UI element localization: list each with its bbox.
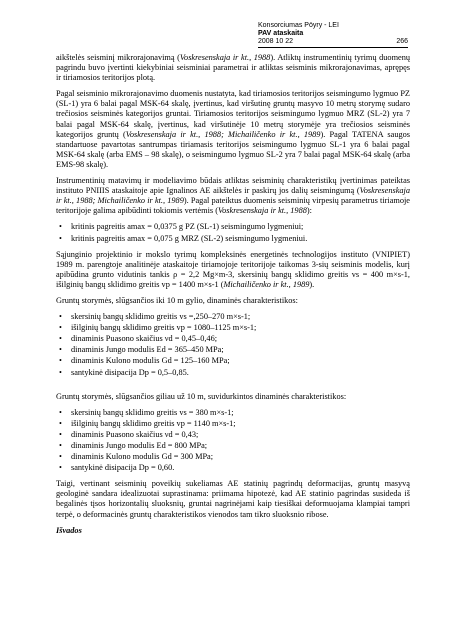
paragraph-4 [56,250,410,290]
header-document-title: PAV ataskaita [258,30,304,37]
bullet-icon: • [59,233,62,243]
paragraph-2 [56,89,410,170]
bullet-icon: • [59,367,62,377]
shallow-soil-list [56,312,410,378]
list-item-text: kritinis pagreitis amax = 0,0375 g PZ (SL-1) seismingumo lygmeniui; [71,222,304,232]
list-item [56,356,410,366]
citation: Voskresenskaja ir kt., 1988; Michailičenko ir kt., 1989 [56,186,410,206]
paragraph-text: Instrumentinių matavimų ir modeliavimo būdais atliktas seisminių charakteristikų įvertinimas pateiktas instituto PNIIIS ataskaitoje apie Ignalinos AE aikštelės ir paskirų jos dalių seismingumą ( [56,176,410,196]
bullet-icon: • [59,407,62,417]
header-date: 2008 10 22 [258,38,294,45]
list-item-text: dinaminis Jungo modulis Ed = 800 MPa; [71,441,208,450]
list-item-text: dinaminis Kulono modulis Gd = 300 MPa; [71,452,214,462]
list-item [56,345,410,355]
list-item-text: dinaminis Kulono modulis Gd = 125–160 MPa; [71,356,230,366]
document-body [56,53,410,542]
list-item-text: dinaminis Puasono skaičius νd = 0,45–0,46; [71,334,218,344]
paragraph-text: ). [309,279,315,289]
list-item-text: išilginių bangų sklidimo greitis vp = 1080–1125 m×s-1; [71,323,257,333]
citation: Michailičenko ir kt., 1989 [223,279,310,289]
section-heading-conclusions: Išvados [56,525,82,535]
bullet-icon: • [59,222,62,232]
list-item-text: išilginių bangų sklidimo greitis vp = 1140 m×s-1; [71,418,236,428]
paragraph-text: aikštelės seisminį mikrorajonavimą ( [56,53,180,62]
list-item [56,463,410,473]
bullet-icon: • [59,334,62,344]
citation: Voskresenskaja ir kt., 1988 [179,53,271,62]
paragraph-7: Taigi, vertinant seisminių poveikių sukeliamas AE statinių pagrindų deformacijas, gruntų masyvą geologinė sandara idealizuotai suprastinama: priimama hipotezė, kad AE statinio pagrindas susideda iš begalinės tįsos horizontalių sluoksnių, gruntai nagrinėjami kaip tiesiškai deformuojama klampiai tampri terpė, o deformacinės gruntų charakteristikos vienodos tam tikro sluoksnio ribose. [56,479,410,519]
bullet-icon: • [59,418,62,428]
header-page-number: 266 [396,38,408,45]
paragraph-text: ). Pagal pateiktus duomenis seisminių virpesių parametrus tiriamoje teritorijoje galima apibūdinti tokiomis vertėmis ( [56,196,410,216]
list-item-text: skersinių bangų sklidimo greitis vs =,250–270 m×s-1; [71,312,251,322]
citation: Voskresenskaja ir kt., 1988; Michailičenko ir kt., 1989 [125,129,321,139]
list-item [56,222,410,232]
header-date-row [258,38,408,46]
bullet-icon: • [59,312,62,322]
list-item-text: dinaminis Jungo modulis Ed = 365–450 MPa; [71,345,224,355]
acceleration-list [56,222,410,243]
spacer [56,384,410,392]
list-item-text: kritinis pagreitis amax = 0,075 g MRZ (SL-2) seismingumo lygmeniui. [71,233,308,243]
paragraph-3 [56,176,410,216]
list-item [56,452,410,462]
bullet-icon: • [59,345,62,355]
header-divider [258,47,408,48]
bullet-icon: • [59,323,62,333]
page-header [258,22,408,46]
header-company: Konsorciumas Pöyry - LEI [258,22,339,29]
paragraph-5: Gruntų storymės, slūgsančios iki 10 m gylio, dinaminės charakteristikos: [56,295,298,305]
list-item [56,234,410,244]
list-item [56,334,410,344]
bullet-icon: • [59,356,62,366]
list-item [56,430,410,440]
bullet-icon: • [59,429,62,439]
paragraph-text: Sąjunginio projektinio ir mokslo tyrimų kompleksinės energetinės technologijos instituto (VNIPIET) 1989 m. parengtoje analitinėje ataskaitoje tiriamojoje teritorijoje taikomas 3-sių seisminis modelis, kurį apibūdina grunto vidutinis tankis ρ = 2,2 Mg×m-3, skersinių bangų sklidimo greitis vs = 400 m×s-1, išilginių bangų sklidimo greitis vp = 1400 m×s-1 ( [56,249,410,289]
paragraph-6: Gruntų storymės, slūgsančios giliau už 10 m, suvidurkintos dinaminės charakteristikos: [56,391,347,401]
list-item-text: santykinė disipacija Dp = 0,5–0,85. [71,367,189,377]
list-item [56,408,410,418]
list-item [56,368,410,378]
citation: Voskresenskaja ir kt., 1988 [218,206,307,216]
list-item [56,323,410,333]
paragraph-text: ): [306,206,312,216]
list-item [56,312,410,322]
list-item-text: dinaminis Puasono skaičius νd = 0,43; [71,429,199,439]
list-item [56,419,410,429]
bullet-icon: • [59,463,62,473]
bullet-icon: • [59,452,62,462]
list-item [56,441,410,451]
paragraph-1 [56,53,410,83]
paragraph-text: ). Atliktų instrumentinių tyrimų duomenų pagrindu buvo įvertinti kiekybiniai seisminiai parametrai ir atliktas seisminis mikrorajonavimas, aprępęs ir tiriamosios teritorijos plotą. [56,53,410,83]
paragraph-text: ). Pagal TATENA saugos standartuose pavartotas santrumpas tiriamasis teritorijos seismingumo lygmuo SL-1 yra 6 balai pagal MSK-64 skalę (arba EMS – 98 skalę), o seismingumo lygmuo SL-2 yra 7 balai pagal MSK-64 skalę (arba EMS-98 skalę). [56,129,410,169]
list-item-text: santykinė disipacija Dp = 0,60. [71,463,175,473]
deep-soil-list [56,408,410,474]
list-item-text: skersinių bangų sklidimo greitis vs = 380 m×s-1; [71,407,234,417]
paragraph-text: Pagal seisminio mikrorajonavimo duomenis nustatyta, kad tiriamosios teritorijos seismingumo lygmuo PZ (SL-1) yra 6 balai pagal MSK-64 skalę, įvertinus, kad viršutinę gruntų masyvo 10 metrų storymę sudaro trečiosios seisminės kategorijos gruntai. Tiriamosios teritorijos seismingumo lygmuo MRZ (SL-2) yra 7 balai pagal MSK-64 skalę, įvertinus, kad viršutinėje 10 metrų storymėje yra trečiosios seisminės kategorijos gruntų ( [56,89,410,139]
bullet-icon: • [59,441,62,450]
